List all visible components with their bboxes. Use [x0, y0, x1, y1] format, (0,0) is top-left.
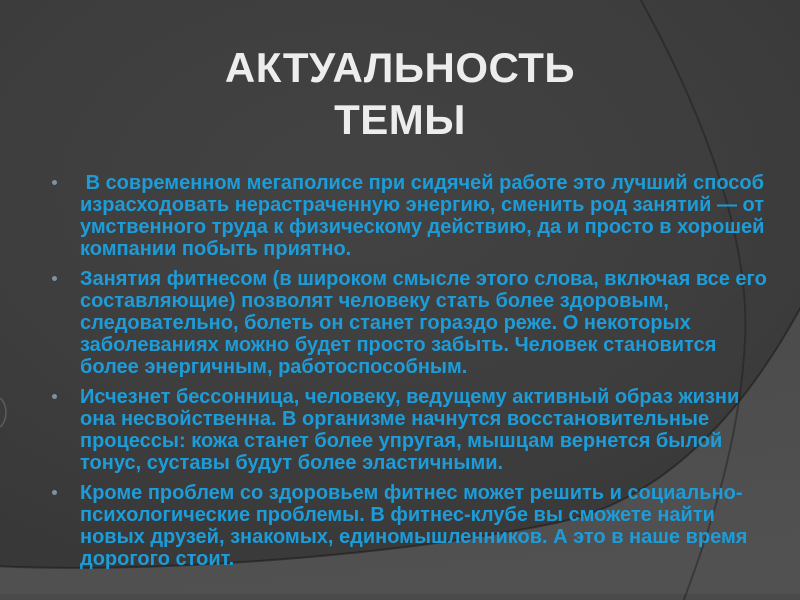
- bullet-text: Кроме проблем со здоровьем фитнес может решить и социально-психологические проблемы. В фитнес-клубе вы сможете найти новых друзей, знакомых, единомышленников. А это в наше время дорогого стоит.: [80, 482, 753, 570]
- bullet-dot-icon: [52, 394, 57, 399]
- bullet-item: [80, 268, 780, 378]
- bullet-text: Занятия фитнесом (в широком смысле этого слова, включая все его составляющие) позволят человеку стать более здоровым, следовательно, болеть он станет гораздо реже. О некоторых заболеваниях можно будет просто забыть. Человек становится более энергичным, работоспособным.: [80, 268, 773, 378]
- bullet-text: В современном мегаполисе при сидячей работе это лучший способ израсходовать нерастраченную энергию, сменить род занятий — от умственного труда к физическому действию, да и просто в хорошей компании побыть приятно.: [80, 172, 771, 260]
- slide-title: АКТУАЛЬНОСТЬ ТЕМЫ: [224, 44, 576, 143]
- bullet-text: Исчезнет бессонница, человеку, ведущему активный образ жизни она несвойственна. В организме начнутся восстановительные процессы: кожа станет более упругая, мышцам вернется былой тонус, суставы будут более эластичными.: [80, 386, 745, 474]
- bullet-dot-icon: [52, 490, 57, 495]
- bullet-item: [80, 172, 780, 260]
- bullet-item: [80, 386, 780, 474]
- slide-title-block: [0, 42, 800, 146]
- bullet-dot-icon: [52, 180, 57, 185]
- bullet-dot-icon: [52, 276, 57, 281]
- bullet-list: [80, 172, 780, 578]
- bullet-item: [80, 482, 780, 570]
